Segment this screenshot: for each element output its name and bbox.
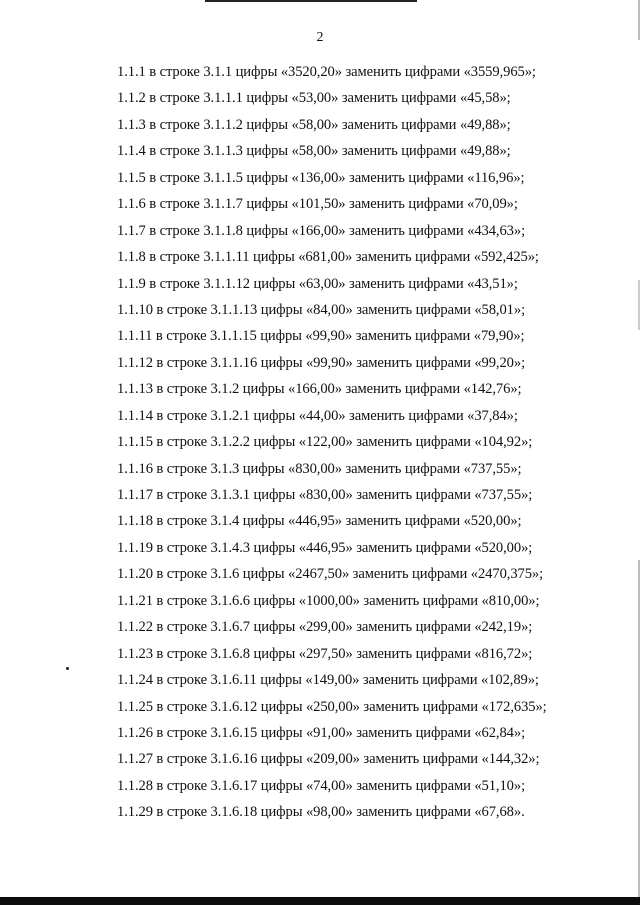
amendment-line: 1.1.7 в строке 3.1.1.8 цифры «166,00» заменить цифрами «434,63»; [117, 222, 526, 239]
amendment-line: 1.1.12 в строке 3.1.1.16 цифры «99,90» заменить цифрами «99,20»; [117, 354, 526, 371]
amendment-line: 1.1.21 в строке 3.1.6.6 цифры «1000,00» заменить цифрами «810,00»; [117, 592, 540, 609]
amendment-line: 1.1.5 в строке 3.1.1.5 цифры «136,00» заменить цифрами «116,96»; [117, 169, 525, 186]
amendment-line: 1.1.26 в строке 3.1.6.15 цифры «91,00» заменить цифрами «62,84»; [117, 724, 526, 741]
amendment-line: 1.1.13 в строке 3.1.2 цифры «166,00» заменить цифрами «142,76»; [117, 381, 522, 398]
amendment-line: 1.1.23 в строке 3.1.6.8 цифры «297,50» заменить цифрами «816,72»; [117, 645, 533, 662]
top-rule [205, 0, 417, 2]
page-number: 2 [316, 30, 324, 45]
amendment-line: 1.1.9 в строке 3.1.1.12 цифры «63,00» заменить цифрами «43,51»; [117, 275, 518, 292]
amendment-line: 1.1.8 в строке 3.1.1.11 цифры «681,00» заменить цифрами «592,425»; [117, 249, 539, 266]
amendment-line: 1.1.19 в строке 3.1.4.3 цифры «446,95» заменить цифрами «520,00»; [117, 539, 533, 556]
amendment-line: 1.1.3 в строке 3.1.1.2 цифры «58,00» заменить цифрами «49,88»; [117, 116, 511, 133]
scan-speck [66, 667, 69, 670]
amendment-line: 1.1.1 в строке 3.1.1 цифры «3520,20» заменить цифрами «3559,965»; [117, 64, 536, 80]
scan-bottom-band [0, 897, 640, 905]
amendment-line: 1.1.22 в строке 3.1.6.7 цифры «299,00» заменить цифрами «242,19»; [117, 619, 533, 636]
amendment-list [117, 61, 622, 828]
amendment-line: 1.1.18 в строке 3.1.4 цифры «446,95» заменить цифрами «520,00»; [117, 513, 522, 530]
amendment-line: 1.1.20 в строке 3.1.6 цифры «2467,50» заменить цифрами «2470,375»; [117, 566, 544, 583]
amendment-line: 1.1.17 в строке 3.1.3.1 цифры «830,00» заменить цифрами «737,55»; [117, 487, 533, 503]
amendment-line: 1.1.10 в строке 3.1.1.13 цифры «84,00» заменить цифрами «58,01»; [117, 301, 526, 318]
amendment-line: 1.1.25 в строке 3.1.6.12 цифры «250,00» заменить цифрами «172,635»; [117, 698, 547, 715]
amendment-line: 1.1.11 в строке 3.1.1.15 цифры «99,90» заменить цифрами «79,90»; [117, 328, 525, 345]
amendment-line: 1.1.24 в строке 3.1.6.11 цифры «149,00» заменить цифрами «102,89»; [117, 672, 539, 689]
amendment-line: 1.1.14 в строке 3.1.2.1 цифры «44,00» заменить цифрами «37,84»; [117, 407, 518, 424]
amendment-line: 1.1.28 в строке 3.1.6.17 цифры «74,00» заменить цифрами «51,10»; [117, 777, 526, 794]
amendment-line: 1.1.29 в строке 3.1.6.18 цифры «98,00» заменить цифрами «67,68». [117, 804, 525, 821]
amendment-line: 1.1.15 в строке 3.1.2.2 цифры «122,00» заменить цифрами «104,92»; [117, 434, 533, 451]
amendment-line: 1.1.16 в строке 3.1.3 цифры «830,00» заменить цифрами «737,55»; [117, 460, 522, 477]
amendment-line: 1.1.4 в строке 3.1.1.3 цифры «58,00» заменить цифрами «49,88»; [117, 143, 511, 160]
amendment-line: 1.1.6 в строке 3.1.1.7 цифры «101,50» заменить цифрами «70,09»; [117, 196, 518, 213]
amendment-line: 1.1.2 в строке 3.1.1.1 цифры «53,00» заменить цифрами «45,58»; [117, 90, 511, 107]
amendment-line: 1.1.27 в строке 3.1.6.16 цифры «209,00» заменить цифрами «144,32»; [117, 751, 540, 768]
